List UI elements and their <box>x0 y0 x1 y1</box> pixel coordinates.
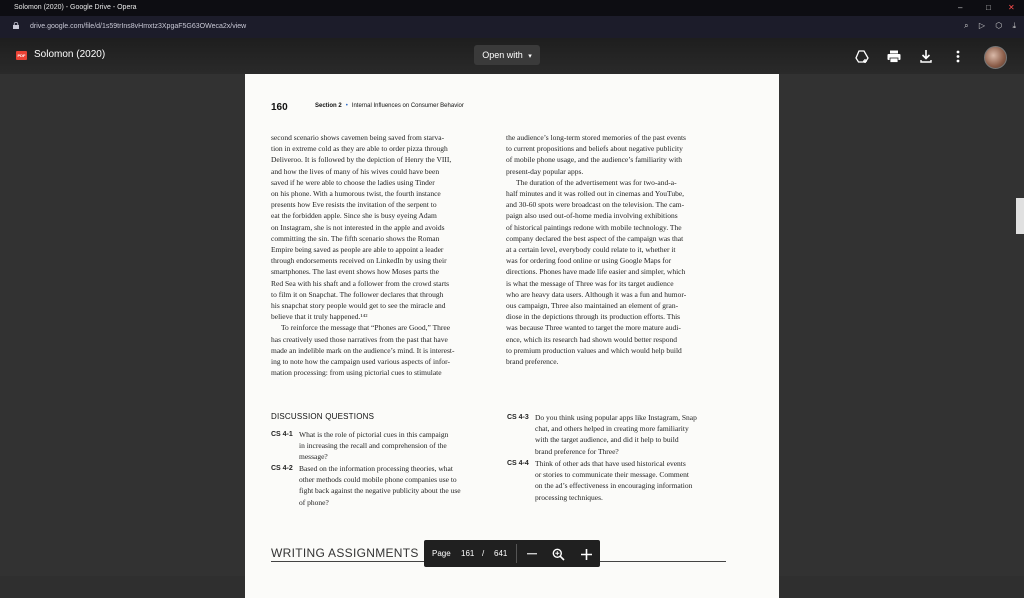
body-line: of historical paintings redone with mobile technology. The <box>506 222 682 232</box>
body-line: present-day popular apps. <box>506 166 584 176</box>
extension-icon[interactable]: ⬡ <box>995 21 1003 30</box>
body-line: on his phone. With a humorous twist, the fourth instance <box>271 189 441 199</box>
question-line: with the target audience, and did it help to build <box>535 435 679 445</box>
question-cs-4-4 <box>507 458 692 503</box>
body-line: To reinforce the message that “Phones are Good,” Three <box>281 323 451 333</box>
body-line: brand preference. <box>506 357 559 367</box>
pdf-file-icon: PDF <box>17 53 26 58</box>
body-line: and 30-60 spots were broadcast on the television. The cam- <box>506 200 685 210</box>
body-line: on Instagram, she is not interested in the apple and avoids <box>271 222 445 232</box>
question-line: Think of other ads that have used historical events <box>535 459 686 468</box>
scrollbar-thumb[interactable] <box>1016 198 1024 234</box>
body-line: directions. Phones have made life easier and simpler, which <box>506 267 686 277</box>
right-column <box>506 132 726 367</box>
drive-pdf-viewer <box>0 38 1024 576</box>
drive-add-icon <box>855 50 869 63</box>
zoom-fit-button[interactable] <box>550 546 566 562</box>
question-line: What is the role of pictorial cues in this campaign <box>299 430 449 439</box>
window-title: Solomon (2020) - Google Drive - Opera <box>14 4 137 11</box>
lock-icon <box>13 22 19 29</box>
body-line: ence, which its research had shown would better respond <box>506 334 677 344</box>
question-line: Do you think using popular apps like Instagram, Snap <box>535 413 697 422</box>
writing-assignments-heading: WRITING ASSIGNMENTS <box>271 546 419 560</box>
question-cs-4-2 <box>271 463 461 508</box>
question-id: CS 4-2 <box>271 465 293 472</box>
body-line: through endorsements received on LinkedIn by using their <box>271 256 447 266</box>
body-line: company declared the best aspect of the campaign was that <box>506 233 684 243</box>
page-header <box>271 102 464 113</box>
body-line: smartphones. The last event shows how Moses parts the <box>271 267 439 277</box>
zoom-in-button[interactable] <box>578 546 594 562</box>
discussion-questions-heading: DISCUSSION QUESTIONS <box>271 412 375 421</box>
section-title: Internal Influences on Consumer Behavior <box>351 103 464 109</box>
current-page-input[interactable]: 161 <box>461 549 475 558</box>
print-icon <box>887 50 901 63</box>
url-field[interactable]: drive.google.com/file/d/1s59trIns8vHmxtz3XpgaF5G63OWeca2x/view <box>30 23 247 30</box>
body-line: The duration of the advertisement was for two-and-a- <box>516 177 677 187</box>
question-line: message? <box>299 452 328 462</box>
plus-icon <box>581 549 592 560</box>
section-heading <box>315 103 464 109</box>
body-line: eat the forbidden apple. Since she is busy eyeing Adam <box>271 211 437 221</box>
section-label: Section 2 <box>315 103 342 109</box>
question-line: Based on the information processing theories, what <box>299 464 453 473</box>
account-avatar[interactable] <box>984 46 1007 69</box>
minus-icon <box>527 553 537 555</box>
body-line: tion in extreme cold as they are able to order pizza through <box>271 144 448 154</box>
body-line: believe that it truly happened.¹⁴² <box>271 312 368 322</box>
viewer-toolbar <box>0 38 1024 74</box>
body-line: saved if he were able to choose the ladies using Tinder <box>271 177 435 187</box>
question-line: other methods could mobile phone companies use to <box>299 475 457 485</box>
left-column <box>271 132 491 378</box>
download-button[interactable] <box>918 48 934 64</box>
maximize-button[interactable]: □ <box>986 3 991 12</box>
body-line: has creatively used those narratives from the past that have <box>271 334 448 344</box>
body-line: Empire being saved as people are able to appoint a leader <box>271 245 444 255</box>
search-icon[interactable]: ⌕ <box>964 21 969 30</box>
page-navigation-bar <box>424 540 600 567</box>
browser-title-bar <box>0 0 1024 16</box>
body-line: paign also used out-of-home media involving exhibitions <box>506 211 678 221</box>
more-actions-button[interactable] <box>950 48 966 64</box>
page-label: Page <box>432 549 451 558</box>
open-with-label: Open with <box>482 50 523 60</box>
total-pages: 641 <box>494 549 508 558</box>
print-button[interactable] <box>886 48 902 64</box>
body-line: the audience’s long-term stored memories of the past events <box>506 133 686 142</box>
page-separator: / <box>482 549 485 558</box>
page-number: 160 <box>271 102 288 113</box>
body-line: diose in the depictions through its production efforts. This <box>506 312 681 322</box>
body-line: was because Three wanted to target the more mature audi- <box>506 323 681 333</box>
question-line: or stories to communicate their message. Comment <box>535 470 689 480</box>
caret-down-icon: ▾ <box>528 53 532 60</box>
question-line: brand preference for Three? <box>535 446 619 456</box>
body-line: to current propositions and beliefs about negative publicity <box>506 144 683 154</box>
more-vertical-icon <box>956 50 960 63</box>
download-icon[interactable]: ⤓ <box>1012 21 1016 30</box>
body-line: made an indelible mark on the audience’s mind. It is interest- <box>271 345 455 355</box>
question-id: CS 4-1 <box>271 431 293 438</box>
body-line: mation processing: from using pictorial cues to stimulate <box>271 368 442 378</box>
download-icon <box>920 50 932 63</box>
play-icon[interactable]: ▷ <box>978 21 985 30</box>
body-line: of mobile phone usage, and the audience’s familiarity with <box>506 155 682 165</box>
question-line: on the ad’s effectiveness in encouraging information <box>535 481 693 491</box>
zoom-icon <box>552 548 565 561</box>
pdf-page <box>245 38 779 598</box>
body-line: his snapchat story people would get to see the miracle and <box>271 301 446 311</box>
bullet-icon: • <box>345 103 348 109</box>
body-line: Red Sea with his shaft and a follower from the crowd starts <box>271 278 450 288</box>
body-line: Deliveroo. It is followed by the depiction of Henry the VIII, <box>271 155 452 165</box>
zoom-out-button[interactable] <box>524 546 540 562</box>
file-title: Solomon (2020) <box>34 49 106 60</box>
body-line: to film it on Snapchat. The follower declares that through <box>271 289 444 299</box>
question-cs-4-3 <box>507 412 697 457</box>
body-line: committing the sin. The fifth scenario shows the Roman <box>271 233 440 243</box>
body-line: to premium production values and which would help build <box>506 345 682 355</box>
body-line: presents how Eve resists the invitation of the serpent to <box>271 200 437 210</box>
question-id: CS 4-3 <box>507 414 529 421</box>
divider <box>516 544 517 563</box>
question-cs-4-1 <box>271 429 448 463</box>
body-line: at a certain level, everybody could relate to it, whether it <box>506 245 676 255</box>
body-line: ing to note how the campaign used various aspects of infor- <box>271 357 450 367</box>
address-bar <box>0 16 1024 38</box>
body-line: and how the lives of many of his wives could have been <box>271 166 440 176</box>
close-button[interactable]: ✕ <box>1008 3 1015 12</box>
question-line: chat, and others helped in creating more familiarity <box>535 424 689 434</box>
question-line: of phone? <box>299 497 329 507</box>
body-line: is what the message of Three was for its target audience <box>506 278 674 288</box>
question-line: processing techniques. <box>535 492 603 502</box>
body-line: second scenario shows cavemen being saved from starva- <box>271 133 445 142</box>
open-with-button[interactable] <box>474 45 540 65</box>
add-shortcut-button[interactable] <box>854 48 870 64</box>
minimize-button[interactable]: – <box>958 3 963 12</box>
body-line: was for ordering food online or using Google Maps for <box>506 256 672 266</box>
body-line: ous campaign, Three also maintained an element of gran- <box>506 301 679 311</box>
body-line: half minutes and it was rolled out in cinemas and YouTube, <box>506 189 685 199</box>
question-id: CS 4-4 <box>507 460 529 467</box>
body-line: who are heavy data users. Although it was a fun and humor- <box>506 289 687 299</box>
question-line: fight back against the negative publicity about the use <box>299 486 461 496</box>
question-line: in increasing the recall and comprehension of the <box>299 441 447 451</box>
